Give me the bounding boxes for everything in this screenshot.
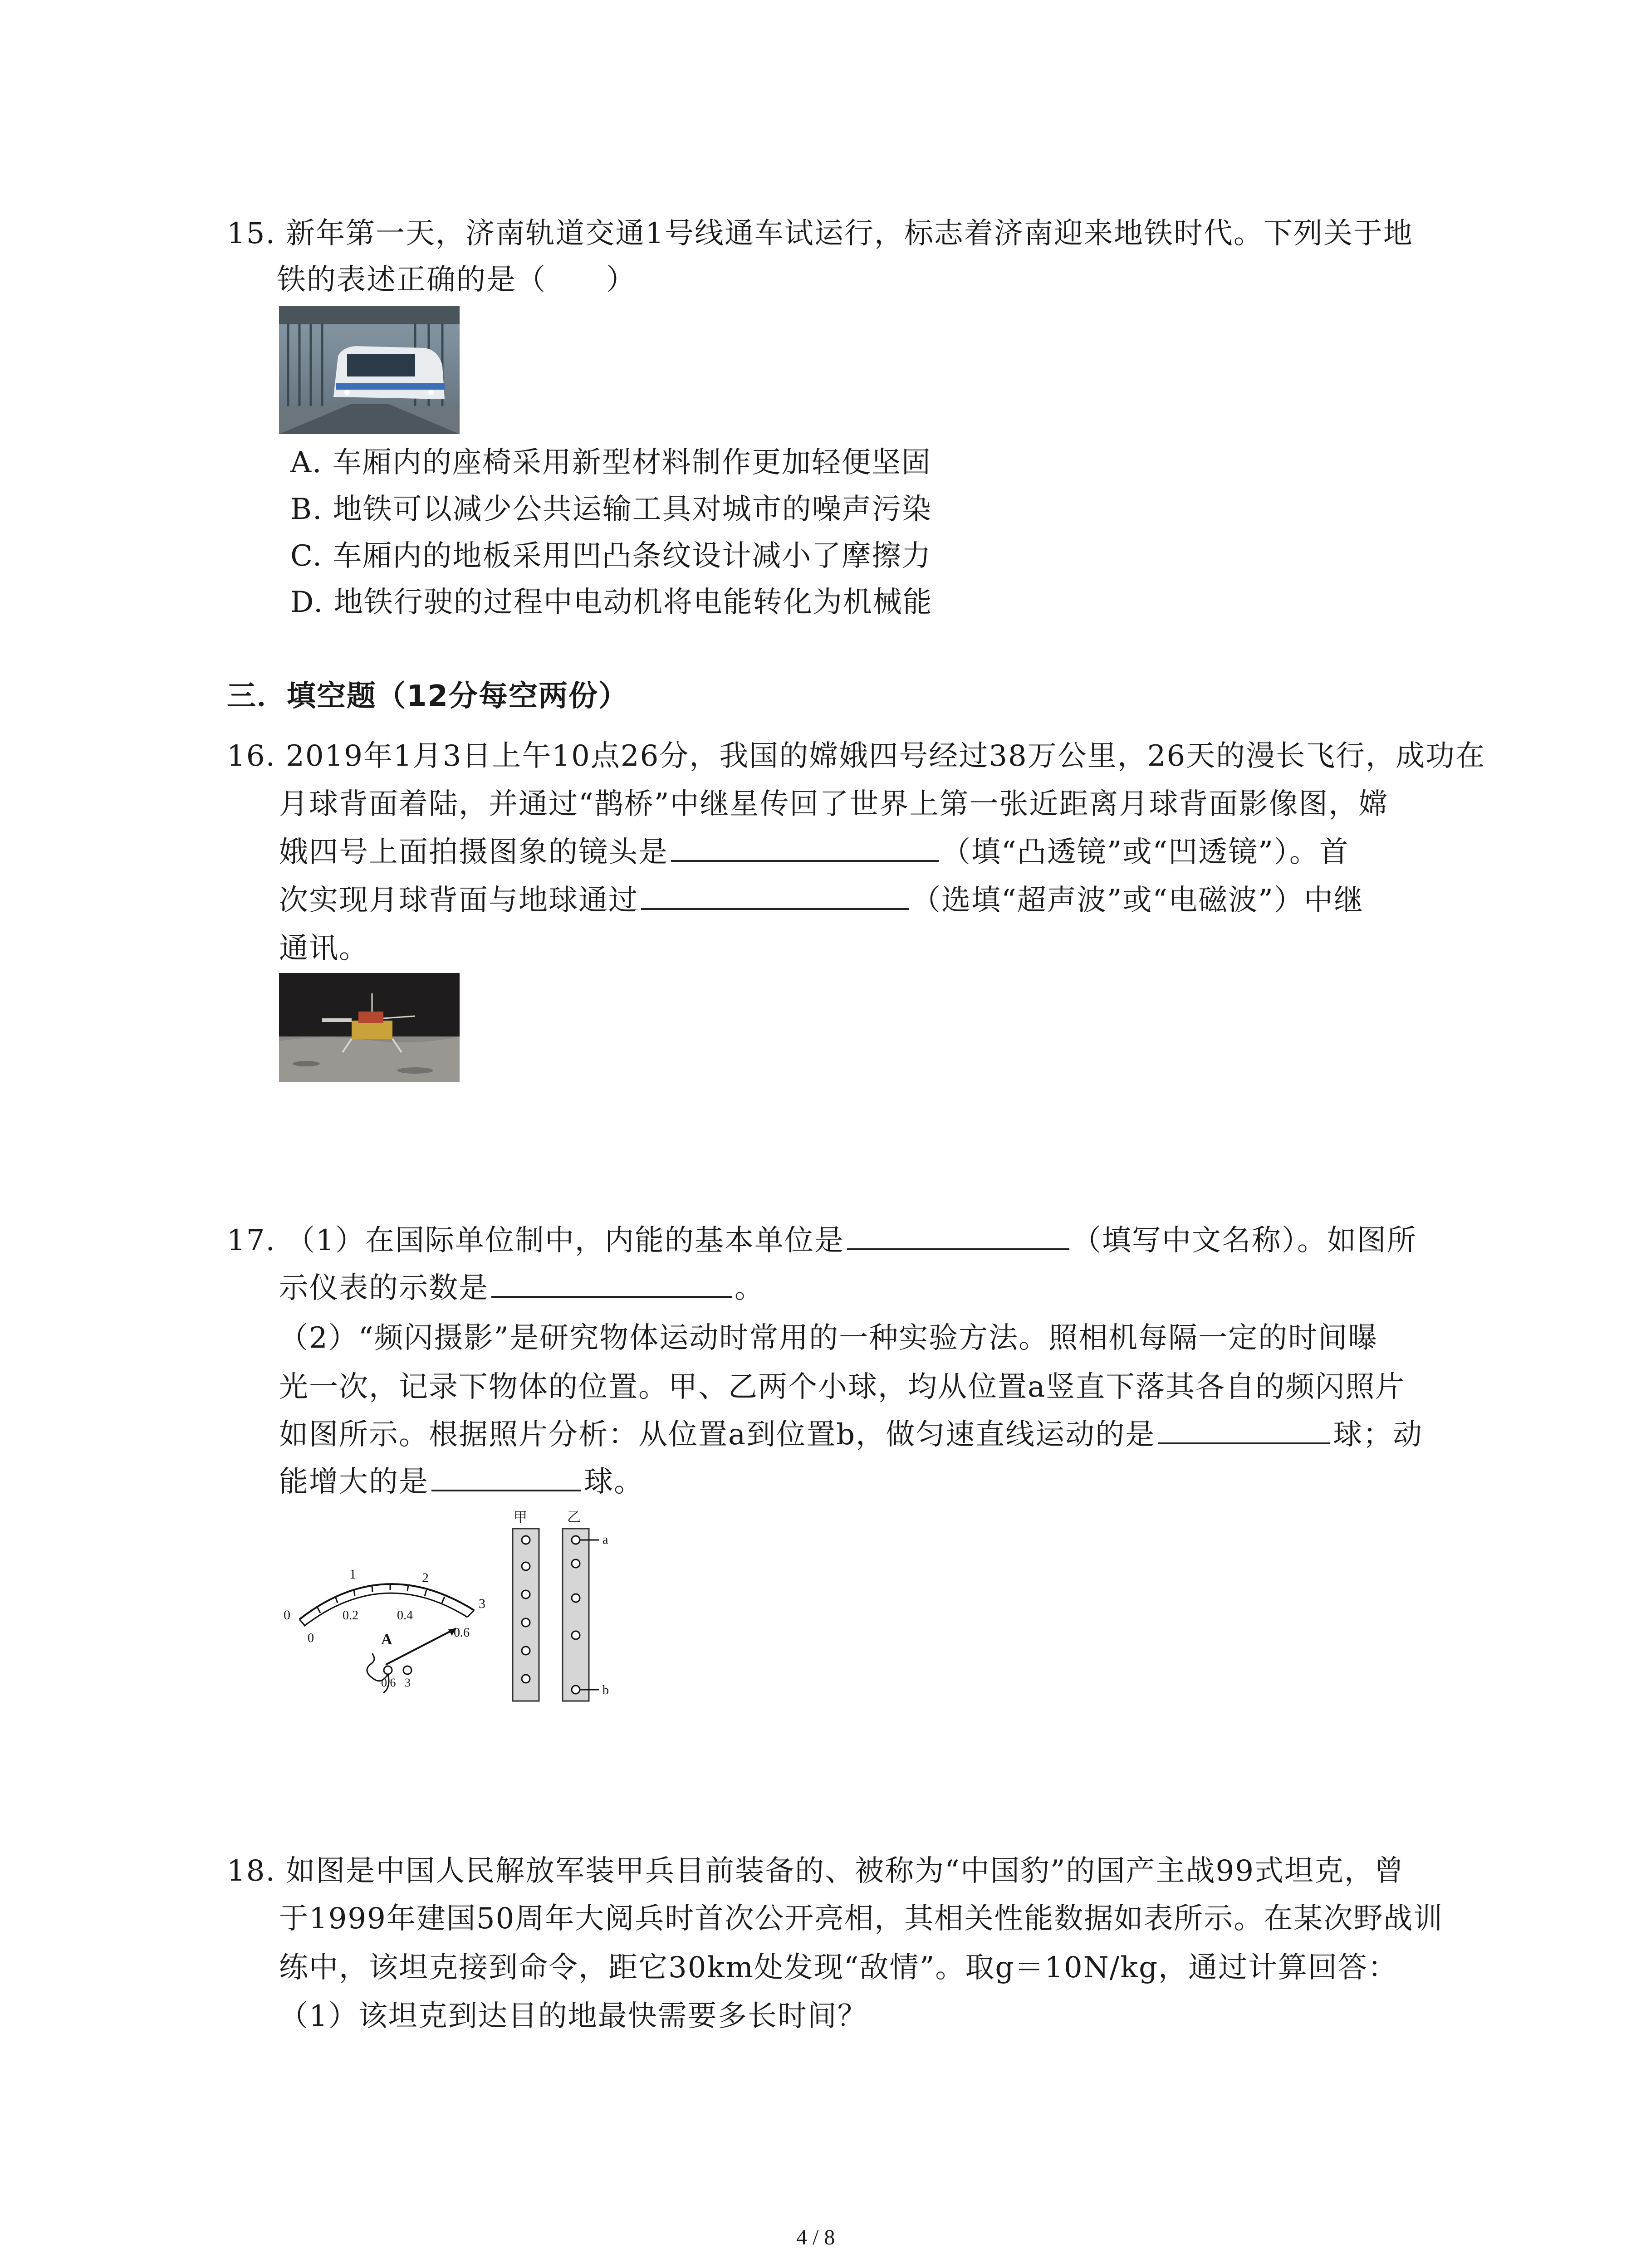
ball-jia-1 — [522, 1536, 530, 1544]
q17-line-6 — [279, 1461, 644, 1502]
q16-line-5: 通讯。 — [279, 932, 369, 965]
subway-train-photo — [279, 306, 460, 434]
answer-blank-uniform-ball[interactable] — [1158, 1415, 1330, 1444]
ball-yi-5 — [572, 1686, 580, 1694]
ball-yi-3 — [572, 1594, 580, 1602]
strip-label-jia: 甲 — [514, 1510, 527, 1525]
section-heading: 三．填空题（12分每空两份） — [227, 679, 629, 713]
meter-top-label-2: 2 — [422, 1570, 429, 1585]
meter-bottom-label-2: 0.4 — [397, 1608, 413, 1623]
ball-jia-2 — [522, 1562, 530, 1570]
q17-line-1-suffix: （填写中文名称）。如图所 — [1072, 1224, 1417, 1257]
q17-line-6-text: 能增大的是 — [279, 1465, 429, 1499]
q15-option-c: C. 车厢内的地板采用凹凸条纹设计减小了摩擦力 — [290, 539, 932, 573]
q17-line-2-suffix: 。 — [735, 1271, 764, 1305]
ball-jia-3 — [522, 1590, 530, 1598]
meter-bottom-label-0: 0 — [308, 1631, 314, 1645]
q15-option-d: D. 地铁行驶的过程中电动机将电能转化为机械能 — [290, 586, 933, 619]
q16-line-1: 16. 2019年1月3日上午10点26分，我国的嫦娥四号经过38万公里，26天的漫长飞行，成功在 — [227, 739, 1486, 773]
q18-line-1: 18. 如图是中国人民解放军装甲兵目前装备的、被称为“中国豹”的国产主战99式坦克，曾 — [227, 1854, 1404, 1888]
q16-line-3 — [279, 832, 1349, 873]
page-number: 4 / 8 — [796, 2225, 835, 2249]
q16-line-4-text: 次实现月球背面与地球通过 — [279, 884, 638, 917]
ball-jia-6 — [522, 1675, 530, 1683]
meter-bottom-label-3: 0.6 — [454, 1626, 470, 1640]
meter-unit-label: A — [381, 1631, 392, 1648]
answer-blank-reading[interactable] — [491, 1269, 732, 1298]
q17-line-1-text: 17. （1）在国际单位制中，内能的基本单位是 — [227, 1224, 844, 1257]
q16-line-3-suffix: （填“凸透镜”或“凹透镜”）。首 — [941, 836, 1349, 869]
q15-line-1: 15. 新年第一天，济南轨道交通1号线通车试运行，标志着济南迎来地铁时代。下列关于地 — [227, 217, 1413, 250]
strip-label-yi: 乙 — [567, 1510, 581, 1525]
strip-yi — [563, 1529, 589, 1701]
ball-jia-4 — [522, 1618, 530, 1627]
ball-yi-1 — [572, 1536, 580, 1544]
q17-line-3: （2）“频闪摄影”是研究物体运动时常用的一种实验方法。照相机每隔一定的时间曝 — [279, 1321, 1378, 1355]
ball-jia-5 — [522, 1647, 530, 1655]
q17-line-1 — [227, 1220, 1417, 1261]
q16-line-2: 月球背面着陆，并通过“鹊桥”中继星传回了世界上第一张近距离月球背面影像图，嫦 — [279, 787, 1389, 821]
position-label-a: a — [603, 1533, 608, 1547]
q15-option-a: A. 车厢内的座椅采用新型材料制作更加轻便坚固 — [290, 446, 931, 479]
q18-line-4: （1）该坦克到达目的地最快需要多长时间？ — [279, 1999, 867, 2033]
answer-blank-unit[interactable] — [847, 1221, 1069, 1250]
terminal-label-3: 3 — [405, 1676, 411, 1689]
q16-line-4-suffix: （选填“超声波”或“电磁波”）中继 — [911, 884, 1364, 917]
q17-line-5 — [279, 1414, 1423, 1455]
q17-line-5-suffix: 球；动 — [1333, 1418, 1423, 1452]
q17-line-6-suffix: 球。 — [584, 1465, 644, 1499]
ball-yi-2 — [572, 1559, 580, 1568]
q17-line-2-text: 示仪表的示数是 — [279, 1271, 489, 1305]
ball-yi-4 — [572, 1631, 580, 1639]
q16-line-3-text: 娥四号上面拍摄图象的镜头是 — [279, 836, 668, 869]
meter-top-label-3: 3 — [479, 1596, 485, 1611]
meter-pointer — [386, 1628, 456, 1665]
q18-line-3: 练中，该坦克接到命令，距它30km处发现“敌情”。取g＝10N/kg，通过计算回答： — [279, 1951, 1398, 1984]
terminal-label-0-6: 0.6 — [381, 1676, 396, 1689]
terminal-3 — [403, 1666, 411, 1674]
position-label-b: b — [603, 1683, 609, 1697]
q17-line-5-text: 如图所示。根据照片分析：从位置a到位置b，做匀速直线运动的是 — [279, 1418, 1156, 1452]
answer-blank-kinetic-ball[interactable] — [431, 1462, 581, 1491]
q15-line-2: 铁的表述正确的是（ ） — [277, 263, 636, 297]
terminal-0-6 — [384, 1666, 392, 1674]
lunar-lander-photo — [279, 973, 460, 1082]
answer-blank-lens[interactable] — [671, 833, 939, 862]
q18-line-2: 于1999年建国50周年大阅兵时首次公开亮相，其相关性能数据如表所示。在某次野战训 — [279, 1902, 1444, 1936]
ammeter-figure — [272, 1529, 508, 1701]
q16-line-4 — [279, 880, 1364, 921]
meter-top-label-1: 1 — [349, 1567, 356, 1582]
meter-top-label-0: 0 — [284, 1608, 290, 1623]
strobe-photo-figure — [504, 1508, 667, 1708]
q17-line-2 — [279, 1268, 764, 1309]
answer-blank-wave[interactable] — [641, 881, 909, 910]
q15-option-b: B. 地铁可以减少公共运输工具对城市的噪声污染 — [290, 493, 932, 526]
meter-bottom-label-1: 0.2 — [343, 1608, 358, 1623]
q17-line-4: 光一次，记录下物体的位置。甲、乙两个小球，均从位置a竖直下落其各自的频闪照片 — [279, 1370, 1406, 1404]
